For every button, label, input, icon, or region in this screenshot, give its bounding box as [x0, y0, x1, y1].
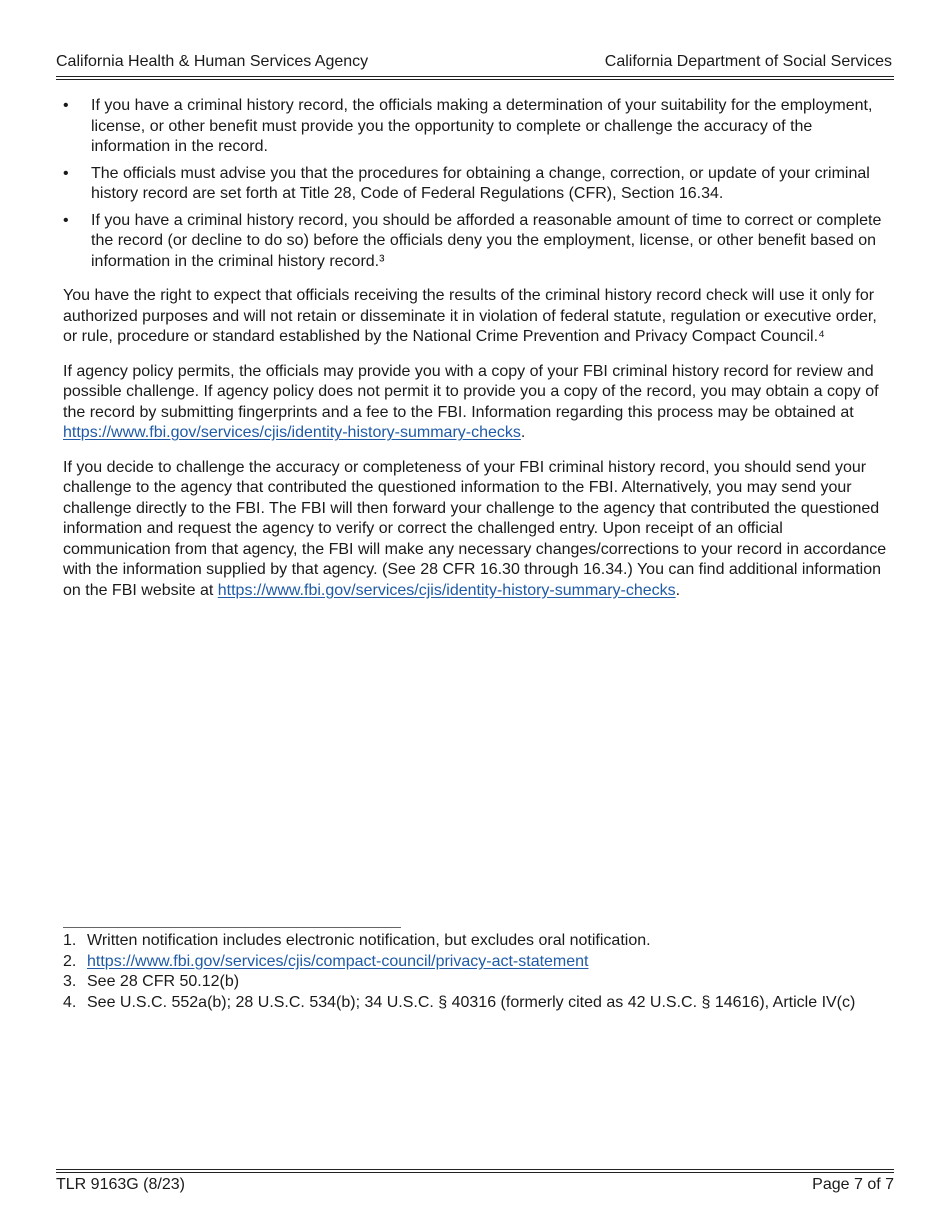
footnote-text: See U.S.C. 552a(b); 28 U.S.C. 534(b); 34 U.S.C. § 40316 (formerly cited as 42 U.S.C. § 14616), Article IV(c) — [87, 993, 856, 1011]
list-item — [63, 96, 889, 158]
footnote-number: 4. — [63, 993, 77, 1011]
footnote-number: 1. — [63, 932, 77, 949]
authorized-use-paragraph: You have the right to expect that officials receiving the results of the criminal history record check will use it only for authorized purposes and will not retain or disseminate it in violation of federal statute, regulation or executive order, or rule, procedure or standard established by the National Crime Prevention and Privacy Compact Council.⁴ — [63, 287, 877, 345]
bullet-text: If you have a criminal history record, the officials making a determination of your suitability for the employment, license, or other benefit must provide you the opportunity to complete or challenge the accuracy of the information in the record. — [91, 97, 873, 155]
bullet-text: The officials must advise you that the procedures for obtaining a change, correction, or update of your criminal history record are set forth at Title 28, Code of Federal Regulations (CFR), Section 16.34. — [91, 164, 870, 202]
list-item — [63, 211, 889, 273]
record-copy-text: If agency policy permits, the officials may provide you with a copy of your FBI criminal history record for review and possible challenge. If agency policy does not permit it to provide you a copy of the record, you may obtain a copy of the record by submitting fingerprints and a fee to the FBI. Information regarding this process may be obtained at — [63, 362, 879, 421]
list-item — [63, 164, 889, 205]
footer-rule — [56, 1169, 894, 1173]
rights-bullet-list — [63, 96, 889, 272]
footnote-number: 2. — [63, 952, 77, 970]
challenge-text: If you decide to challenge the accuracy or completeness of your FBI criminal history record, you should send your challenge to the agency that contributed the questioned information to the FBI. Alternatively, you may send your challenge directly to the FBI. The FBI will then forward your challenge to the agency that contributed the questioned information and request the agency to verify or correct the challenged entry. Upon receipt of an official communication from that agency, the FBI will make any necessary changes/corrections to your record in accordance with the information supplied by that agency. (See 28 CFR 16.30 through 16.34.) You can find additional information on the FBI website at — [63, 458, 887, 599]
bullet-marker: • — [63, 164, 69, 182]
footnote-item — [63, 972, 883, 993]
document-body — [63, 96, 889, 615]
footnote-item — [63, 993, 883, 1014]
footnote-text: Written notification includes electronic notification, but excludes oral notification. — [87, 932, 651, 949]
bullet-marker: • — [63, 97, 69, 114]
header-rule — [56, 76, 894, 80]
footnote-text: See 28 CFR 50.12(b) — [87, 973, 240, 990]
form-id: TLR 9163G (8/23) — [56, 1176, 185, 1193]
bullet-text: If you have a criminal history record, you should be afforded a reasonable amount of time to correct or complete the record (or decline to do so) before the officials deny you the employment, license, or other benefit based on information in the criminal history record.³ — [91, 211, 882, 270]
footnote-item — [63, 931, 883, 952]
page-number: Page 7 of 7 — [812, 1176, 894, 1193]
department-name: California Department of Social Services — [604, 53, 892, 70]
page-header — [56, 52, 892, 72]
footnotes — [63, 931, 883, 1013]
footnote-item — [63, 952, 883, 973]
footnote-number: 3. — [63, 973, 77, 990]
challenge-end: . — [675, 581, 681, 599]
record-copy-end: . — [520, 424, 526, 441]
identity-history-link[interactable]: https://www.fbi.gov/services/cjis/identity-history-summary-checks — [63, 424, 521, 441]
fbi-website-link[interactable]: https://www.fbi.gov/services/cjis/identity-history-summary-checks — [217, 581, 676, 599]
agency-name: California Health & Human Services Agency — [56, 53, 369, 70]
bullet-marker: • — [63, 211, 69, 229]
privacy-act-statement-link[interactable]: https://www.fbi.gov/services/cjis/compact-council/privacy-act-statement — [87, 952, 589, 970]
record-copy-paragraph — [63, 362, 889, 444]
page-footer — [56, 1175, 894, 1195]
footnote-separator — [63, 927, 401, 928]
challenge-paragraph — [63, 458, 889, 602]
